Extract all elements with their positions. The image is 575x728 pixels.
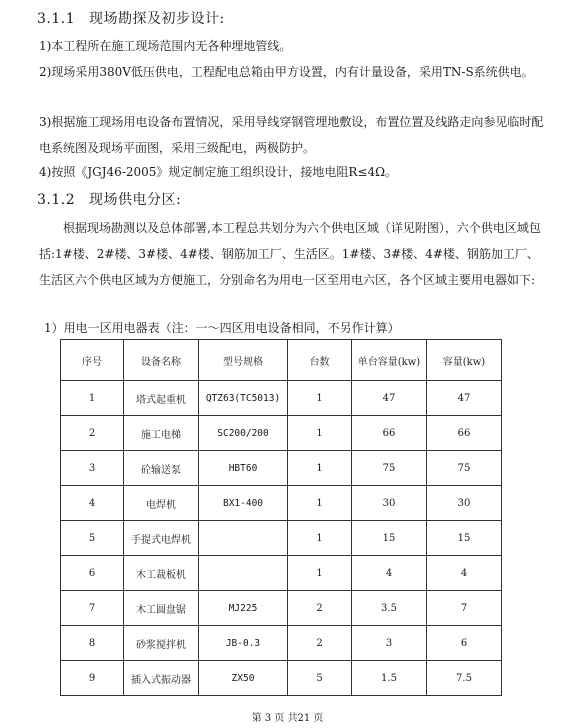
cell-unit-capacity: 3	[352, 626, 427, 661]
cell-quantity: 1	[288, 381, 352, 416]
cell-model: ZX50	[199, 661, 288, 696]
section-heading-3-1-2	[37, 189, 181, 209]
cell-device-name: 施工电梯	[124, 416, 199, 451]
paragraph-item-1: 1)本工程所在施工现场范围内无各种埋地管线。	[39, 39, 292, 53]
page-number-footer: 第 3 页 共21 页	[251, 713, 324, 724]
header-cell: 序号	[61, 340, 124, 381]
cell-model: SC200/200	[199, 416, 288, 451]
cell-device-name: 砼输送泵	[124, 451, 199, 486]
cell-capacity: 7.5	[427, 661, 502, 696]
cell-device-name: 插入式振动器	[124, 661, 199, 696]
cell-device-name: 电焊机	[124, 486, 199, 521]
cell-unit-capacity: 15	[352, 521, 427, 556]
cell-unit-capacity: 47	[352, 381, 427, 416]
section-title: 现场供电分区:	[89, 192, 182, 208]
cell-device-name: 塔式起重机	[124, 381, 199, 416]
table-row	[61, 486, 502, 521]
cell-quantity: 1	[288, 521, 352, 556]
table-caption: 1）用电一区用电器表（注：一～四区用电设备相同，不另作计算）	[44, 321, 400, 335]
equipment-table	[60, 339, 502, 696]
cell-capacity: 7	[427, 591, 502, 626]
cell-capacity: 30	[427, 486, 502, 521]
section-number: 3.1.2	[37, 192, 76, 208]
table-row	[61, 416, 502, 451]
header-cell: 容量(kw)	[427, 340, 502, 381]
table-row	[61, 521, 502, 556]
cell-unit-capacity: 1.5	[352, 661, 427, 696]
cell-index: 7	[61, 591, 124, 626]
cell-index: 6	[61, 556, 124, 591]
cell-quantity: 2	[288, 591, 352, 626]
cell-capacity: 6	[427, 626, 502, 661]
cell-unit-capacity: 66	[352, 416, 427, 451]
section-number: 3.1.1	[37, 11, 76, 27]
cell-quantity: 1	[288, 451, 352, 486]
cell-capacity: 66	[427, 416, 502, 451]
cell-unit-capacity: 4	[352, 556, 427, 591]
header-cell: 设备名称	[124, 340, 199, 381]
section-heading-3-1-1	[37, 8, 225, 28]
cell-quantity: 1	[288, 416, 352, 451]
cell-index: 2	[61, 416, 124, 451]
paragraph-body: 根据现场勘测以及总体部署,本工程总共划分为六个供电区域（详见附图），六个供电区域包括:1#楼、2#楼、3#楼、4#楼、钢筋加工厂、生活区。1#楼、3#楼、4#楼、钢筋加工厂、生活区六个供电区域为方便施工，分别命名为用电一区至用电六区，各个区域主要用电器如下:	[39, 221, 541, 287]
table-row	[61, 556, 502, 591]
cell-quantity: 1	[288, 556, 352, 591]
table-row	[61, 626, 502, 661]
header-cell: 单台容量(kw)	[352, 340, 427, 381]
paragraph-item-3: 3)根据施工现场用电设备布置情况，采用导线穿钢管埋地敷设，布置位置及线路走向参见临时配电系统图及现场平面图，采用三级配电，两极防护。	[39, 115, 544, 155]
table-row	[61, 451, 502, 486]
header-cell: 型号规格	[199, 340, 288, 381]
cell-model: MJ225	[199, 591, 288, 626]
section-title: 现场勘探及初步设计:	[89, 11, 225, 27]
cell-index: 8	[61, 626, 124, 661]
table-row	[61, 661, 502, 696]
cell-capacity: 75	[427, 451, 502, 486]
cell-unit-capacity: 75	[352, 451, 427, 486]
cell-quantity: 5	[288, 661, 352, 696]
cell-capacity: 4	[427, 556, 502, 591]
paragraph-item-2: 2)现场采用380V低压供电，工程配电总箱由甲方设置，内有计量设备，采用TN-S系统供电。	[39, 65, 534, 79]
table-row	[61, 591, 502, 626]
cell-index: 1	[61, 381, 124, 416]
cell-index: 9	[61, 661, 124, 696]
cell-model: HBT60	[199, 451, 288, 486]
table-row	[61, 381, 502, 416]
paragraph-item-4: 4)按照《JGJ46-2005》规定制定施工组织设计，接地电阻R≤4Ω。	[39, 165, 398, 179]
cell-model: JB-0.3	[199, 626, 288, 661]
header-cell: 台数	[288, 340, 352, 381]
cell-device-name: 砂浆搅拌机	[124, 626, 199, 661]
cell-capacity: 47	[427, 381, 502, 416]
table-header-row	[61, 340, 502, 381]
cell-device-name: 手提式电焊机	[124, 521, 199, 556]
cell-quantity: 1	[288, 486, 352, 521]
cell-model	[199, 521, 288, 556]
cell-index: 5	[61, 521, 124, 556]
cell-unit-capacity: 3.5	[352, 591, 427, 626]
cell-unit-capacity: 30	[352, 486, 427, 521]
cell-model	[199, 556, 288, 591]
cell-model: BX1-400	[199, 486, 288, 521]
cell-capacity: 15	[427, 521, 502, 556]
cell-quantity: 2	[288, 626, 352, 661]
cell-index: 3	[61, 451, 124, 486]
cell-device-name: 木工裁板机	[124, 556, 199, 591]
cell-index: 4	[61, 486, 124, 521]
cell-model: QTZ63(TC5013)	[199, 381, 288, 416]
cell-device-name: 木工圆盘锯	[124, 591, 199, 626]
